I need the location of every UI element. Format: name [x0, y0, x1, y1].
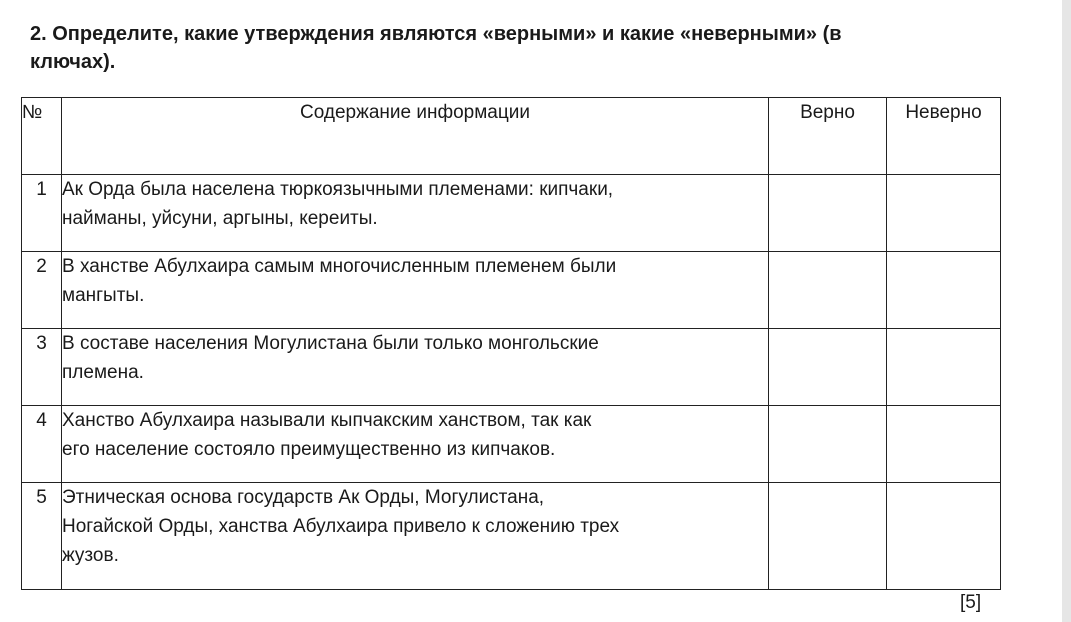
- header-true: Верно: [769, 98, 887, 175]
- false-answer-cell[interactable]: [887, 175, 1001, 252]
- row-number: 3: [22, 329, 62, 406]
- statement-line: Ногайской Орды, ханства Абулхаира привело к сложению трех: [62, 516, 620, 537]
- question-line-2: ключах).: [30, 51, 116, 73]
- row-statement: [62, 329, 769, 406]
- row-statement: [62, 406, 769, 483]
- row-number: 2: [22, 252, 62, 329]
- statements-table: [21, 97, 1001, 590]
- statement-line: Ак Орда была населена тюркоязычными племенами: кипчаки,: [62, 179, 614, 200]
- row-statement: [62, 483, 769, 590]
- false-answer-cell[interactable]: [887, 483, 1001, 590]
- statement-line: В ханстве Абулхаира самым многочисленным племенем были: [62, 256, 617, 277]
- table-row: [22, 252, 1001, 329]
- statement-line: Этническая основа государств Ак Орды, Могулистана,: [62, 487, 545, 508]
- true-answer-cell[interactable]: [769, 329, 887, 406]
- statement-line: Ханство Абулхаира называли кыпчакским ханством, так как: [62, 410, 592, 431]
- page-edge-strip: [1062, 0, 1071, 622]
- true-answer-cell[interactable]: [769, 406, 887, 483]
- statement-line: его население состояло преимущественно из кипчаков.: [62, 439, 556, 460]
- table-row: [22, 406, 1001, 483]
- row-statement: [62, 252, 769, 329]
- row-statement: [62, 175, 769, 252]
- header-content: Содержание информации: [62, 98, 769, 175]
- statement-line: В составе населения Могулистана были только монгольские: [62, 333, 599, 354]
- header-number: №: [22, 98, 62, 175]
- table-row: [22, 329, 1001, 406]
- false-answer-cell[interactable]: [887, 406, 1001, 483]
- table-row: [22, 175, 1001, 252]
- header-false: Неверно: [887, 98, 1001, 175]
- statement-line: мангыты.: [62, 285, 145, 306]
- true-answer-cell[interactable]: [769, 483, 887, 590]
- score-label: [5]: [960, 592, 982, 613]
- statement-line: найманы, уйсуни, аргыны, кереиты.: [62, 208, 378, 229]
- row-number: 5: [22, 483, 62, 590]
- statement-line: жузов.: [62, 545, 119, 566]
- false-answer-cell[interactable]: [887, 329, 1001, 406]
- table-header-row: [22, 98, 1001, 175]
- table-row: [22, 483, 1001, 590]
- row-number: 1: [22, 175, 62, 252]
- true-answer-cell[interactable]: [769, 252, 887, 329]
- row-number: 4: [22, 406, 62, 483]
- question-text: [30, 20, 930, 76]
- true-answer-cell[interactable]: [769, 175, 887, 252]
- question-line-1: 2. Определите, какие утверждения являются «верными» и какие «неверными» (в: [30, 23, 842, 45]
- statement-line: племена.: [62, 362, 144, 383]
- false-answer-cell[interactable]: [887, 252, 1001, 329]
